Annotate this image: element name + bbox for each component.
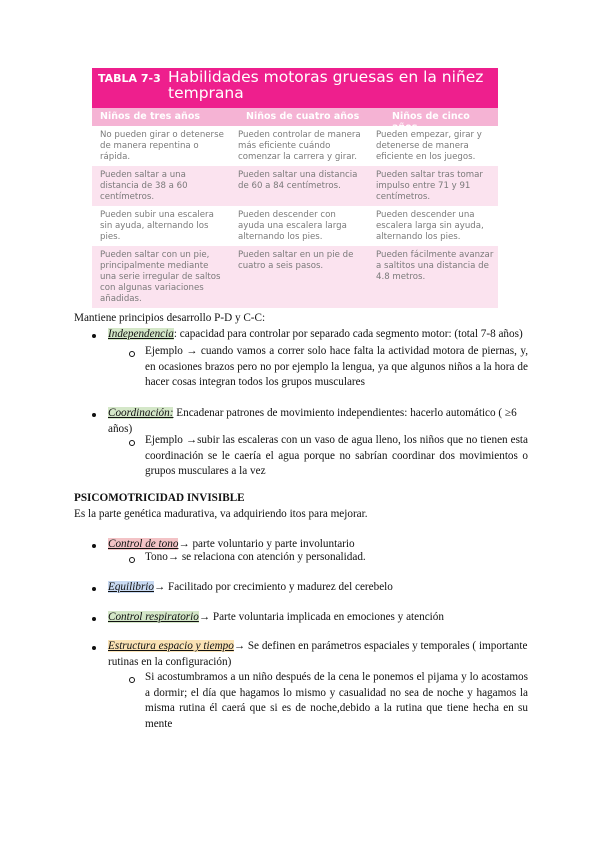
table-cell: Pueden saltar a una distancia de 38 a 60 centímetros.	[100, 170, 188, 202]
bullet-equilibrio	[108, 580, 393, 596]
motor-skills-table	[92, 68, 498, 304]
table-cell: No pueden girar o detenerse de manera repentina o rápida.	[100, 130, 224, 162]
independencia-example: Ejemplo → cuando vamos a correr solo hace falta la actividad motora de piernas, y, en ocasiones brazos pero no por ejemplo la lengua, ya que algunos niños a la hora de hacer cosas integran todos los grupos musculares	[145, 345, 528, 388]
term-respiratorio: Control respiratorio	[108, 611, 199, 623]
table-title: Habilidades motoras gruesas en la niñez temprana	[168, 68, 484, 102]
bullet-independencia	[108, 327, 528, 343]
table-row	[92, 246, 498, 308]
term-independencia: Independencia	[108, 328, 174, 340]
estructura-text: → Se definen en parámetros espaciales y temporales ( importante rutinas en la configuración)	[108, 640, 528, 668]
bullet-estructura	[108, 639, 528, 670]
table-column-headers	[92, 108, 498, 133]
table-cell: Pueden saltar con un pie, principalmente mediante una serie irregular de saltos con algunas variaciones añadidas.	[100, 250, 221, 304]
table-cell: Pueden saltar una distancia de 60 a 84 centímetros.	[238, 170, 358, 191]
column-header: Niños de cinco años	[392, 111, 470, 133]
coordinacion-text: Encadenar patrones de movimiento independientes: hacerlo automático ( ≥6 años)	[108, 407, 517, 435]
table-code: TABLA 7-3	[98, 72, 161, 85]
table-cell: Pueden subir una escalera sin ayuda, alternando los pies.	[100, 210, 214, 242]
term-tono: Control de tono	[108, 538, 179, 550]
table-cell: Pueden descender una escalera larga sin ayuda, alternando los pies.	[376, 210, 484, 242]
coordinacion-example: Ejemplo →subir las escaleras con un vaso de agua lleno, los niños que no tienen esta coordinación se le caería el agua porque no sabrían coordinar dos movimientos o grupos musculares a la vez	[145, 434, 528, 477]
table-row	[92, 126, 498, 166]
tono-sub: Tono→ se relaciona con atención y personalidad.	[145, 551, 366, 563]
table-row	[92, 206, 498, 246]
section-heading: PSICOMOTRICIDAD INVISIBLE	[74, 492, 245, 504]
table-cell: Pueden fácilmente avanzar a saltitos una distancia de 4.8 metros.	[376, 250, 494, 282]
sub-bullet-circle	[129, 677, 135, 683]
table-header-band	[92, 68, 498, 108]
equilibrio-text: → Facilitado por crecimiento y madurez del cerebelo	[154, 581, 393, 593]
intro-text: Mantiene principios desarrollo P-D y C-C:	[74, 312, 266, 324]
bullet-dot	[92, 587, 96, 591]
bullet-dot	[92, 646, 96, 650]
bullet-dot	[92, 544, 96, 548]
sub-bullet-circle	[129, 351, 135, 357]
term-equilibrio: Equilibrio	[108, 581, 154, 593]
sub-bullet-circle	[129, 440, 135, 446]
tono-text: → parte voluntario y parte involuntario	[178, 538, 355, 550]
term-coordinacion: Coordinación:	[108, 407, 174, 419]
table-cell: Pueden descender con ayuda una escalera larga alternando los pies.	[238, 210, 347, 242]
section-intro: Es la parte genética madurativa, va adquiriendo itos para mejorar.	[74, 508, 368, 520]
estructura-sub: Si acostumbramos a un niño después de la cena le ponemos el pijama y lo acostamos a dormir; el día que hagamos lo mismo y casualidad no sea de noche y hagamos la misma rutina él caerá que si es de noche,debido a la rutina que tiene hecha en su mente	[145, 671, 528, 730]
column-header: Niños de tres años	[100, 111, 200, 122]
bullet-dot	[92, 334, 96, 338]
bullet-dot	[92, 617, 96, 621]
table-cell: Pueden saltar tras tomar impulso entre 71 y 91 centímetros.	[376, 170, 483, 202]
bullet-dot	[92, 413, 96, 417]
term-estructura: Estructura espacio y tiempo	[108, 640, 234, 652]
sub-bullet-circle	[129, 557, 135, 563]
independencia-text: : capacidad para controlar por separado cada segmento motor: (total 7-8 años)	[173, 328, 523, 340]
table-cell: Pueden controlar de manera más eficiente cuándo comenzar la carrera y girar.	[238, 130, 361, 162]
table-cell: Pueden empezar, girar y detenerse de manera eficiente en los juegos.	[376, 130, 482, 162]
bullet-respiratorio	[108, 610, 444, 626]
table-cell: Pueden saltar en un pie de cuatro a seis pasos.	[238, 250, 354, 271]
table-row	[92, 166, 498, 206]
column-header: Niños de cuatro años	[246, 111, 360, 122]
respiratorio-text: → Parte voluntaria implicada en emociones y atención	[198, 611, 444, 623]
